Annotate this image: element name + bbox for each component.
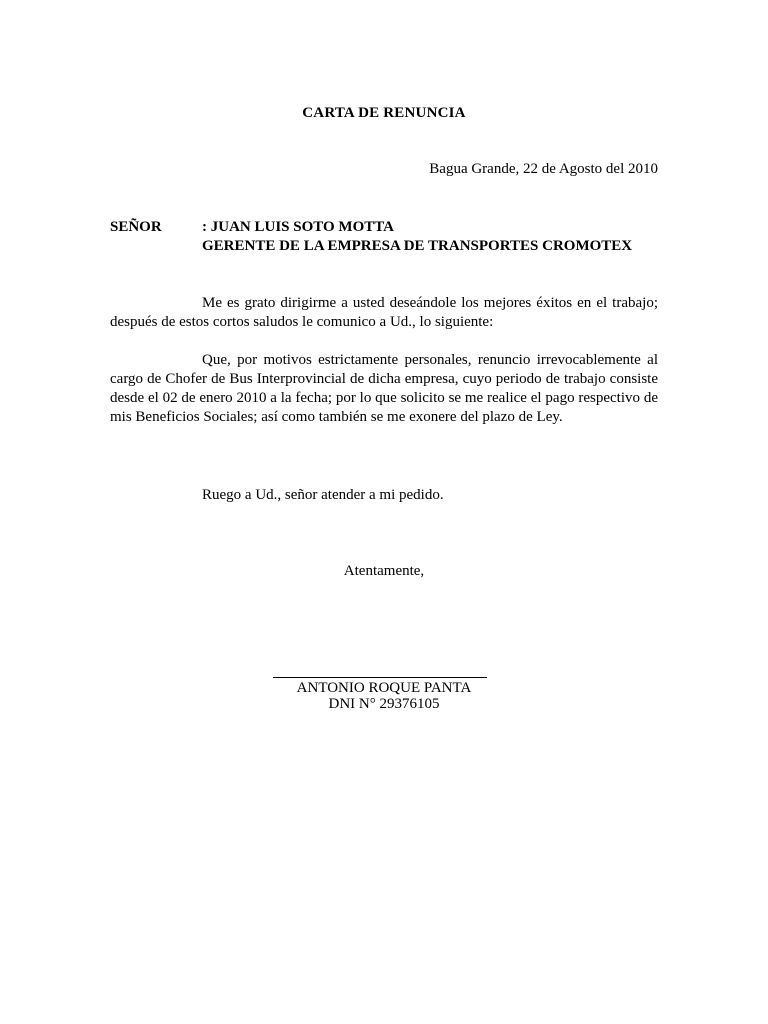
body-paragraph-greeting: Me es grato dirigirme a usted deseándole los mejores éxitos en el trabajo; después de estos cortos saludos le comunico a Ud., lo siguiente: [110,295,658,330]
signer-name: ANTONIO ROQUE PANTA [296,680,472,696]
recipient-label: SEÑOR [110,219,162,235]
body-paragraph-request: Ruego a Ud., señor atender a mi pedido. [202,487,444,503]
letter-date: Bagua Grande, 22 de Agosto del 2010 [429,161,658,177]
recipient-position: GERENTE DE LA EMPRESA DE TRANSPORTES CROMOTEX [202,238,633,254]
body-paragraph-resignation: Que, por motivos estrictamente personales, renuncio irrevocablemente al cargo de Chofer de Bus Interprovincial de dicha empresa, cuyo periodo de trabajo consiste desde el 02 de enero 2010 a la fecha; por lo que solicito se me realice el pago respectivo de mis Beneficios Sociales; así como también se me exonere del plazo de Ley. [110,352,658,425]
letter-closing: Atentamente, [343,563,425,579]
recipient-name: : JUAN LUIS SOTO MOTTA [202,219,394,235]
letter-title: CARTA DE RENUNCIA [302,105,466,121]
signer-id: DNI N° 29376105 [328,696,440,712]
signature-line [273,677,487,678]
